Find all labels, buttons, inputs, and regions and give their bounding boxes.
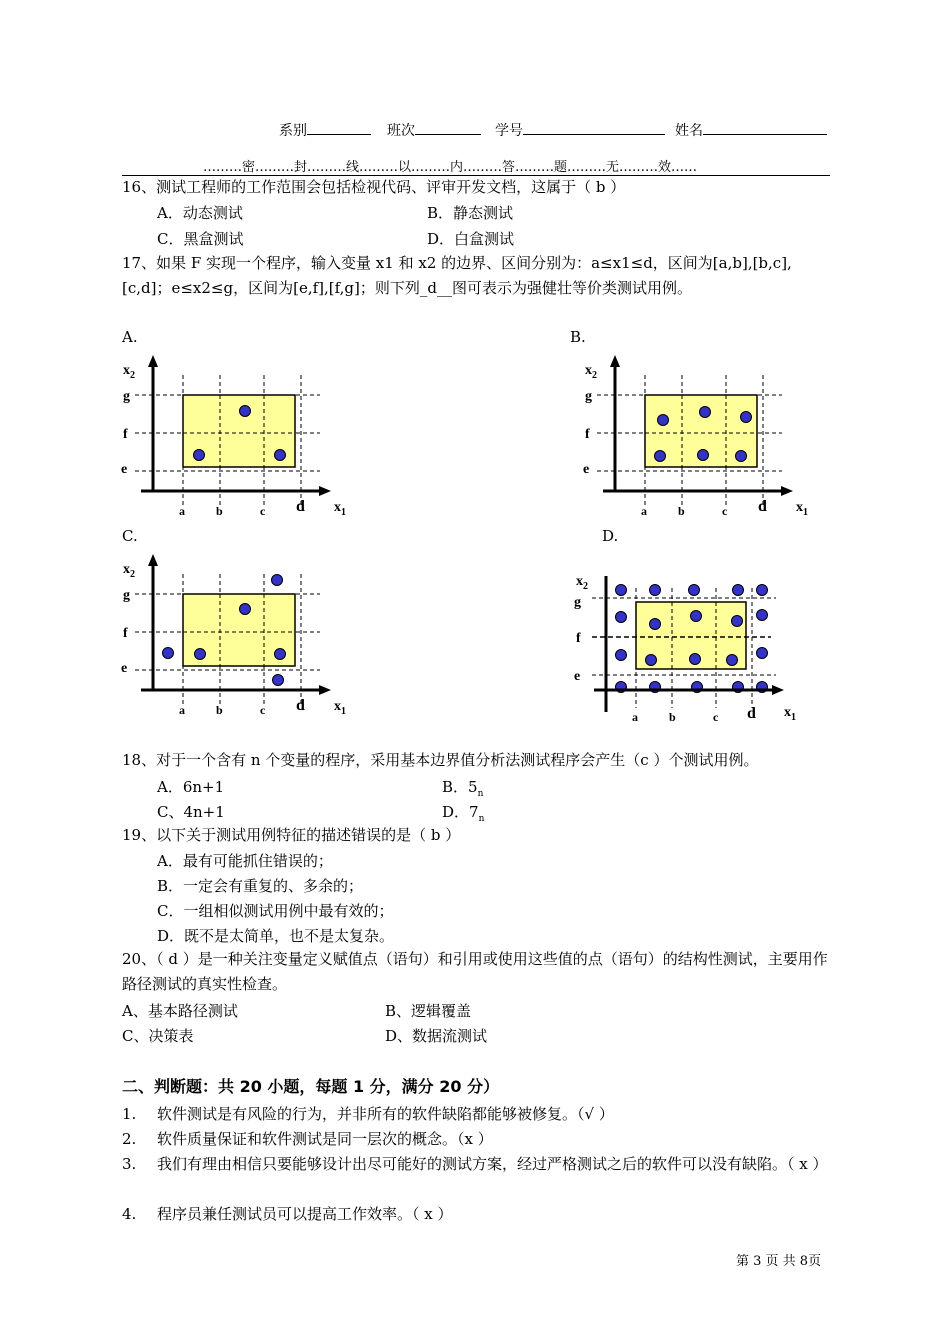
- test-point: [195, 649, 206, 660]
- tick-g: g: [123, 389, 130, 404]
- test-point: [272, 575, 283, 586]
- svg-text:g: g: [574, 595, 581, 610]
- test-point: [240, 406, 251, 417]
- svg-text:c: c: [260, 703, 266, 717]
- svg-text:x1: $x_1$: [796, 500, 808, 518]
- dept-blank: [307, 120, 371, 135]
- judge-item-2-num: 2.: [122, 1130, 137, 1148]
- student-id-label: 学号: [495, 123, 523, 139]
- test-point: [757, 610, 768, 621]
- name-field: [675, 120, 827, 140]
- q17-label-a: A.: [122, 328, 138, 346]
- svg-text:x2: $x_2$: [123, 363, 135, 381]
- svg-text:d: d: [758, 498, 767, 515]
- q16-stem: 16、测试工程师的工作范围会包括检视代码、评审开发文档，这属于（ b ）: [122, 178, 626, 196]
- test-point: [689, 585, 700, 596]
- tick-d: d: [296, 498, 305, 515]
- q18-option-b: B．$5_n$: [442, 778, 484, 799]
- q20-stem: 20、（ d ）是一种关注变量定义赋值点（语句）和引用或使用这些值的点（语句）的结构性测试，主要用作路径测试的真实性检查。: [122, 950, 828, 993]
- test-point: [700, 407, 711, 418]
- dept-field: [279, 120, 371, 140]
- judge-item-2-text: 软件质量保证和软件测试是同一层次的概念。（x ）: [157, 1130, 493, 1148]
- test-point: [727, 655, 738, 666]
- test-point: [736, 451, 747, 462]
- tick-c: c: [260, 504, 266, 518]
- page-number: 第 3 页 共 8页: [736, 1254, 822, 1269]
- test-point: [275, 450, 286, 461]
- q16-option-c: C．黑盒测试: [157, 230, 244, 248]
- q20-option-c: C、决策表: [122, 1027, 194, 1045]
- svg-text:x1: $x_1$: [784, 705, 796, 723]
- diagram-c: [115, 554, 355, 726]
- test-point: [650, 619, 661, 630]
- dept-label: 系别: [279, 123, 307, 139]
- seal-line: ………密………封………线………以………内………答………题………无………效……: [203, 160, 697, 175]
- test-point: [757, 648, 768, 659]
- name-label: 姓名: [675, 123, 703, 139]
- test-point: [646, 655, 657, 666]
- q16-option-b: B．静态测试: [427, 204, 514, 222]
- q18-option-d: D．$7_n$: [442, 803, 485, 824]
- q16-option-a: A．动态测试: [157, 204, 243, 222]
- judge-item-4-num: 4.: [122, 1205, 137, 1223]
- q19-option-a: A．最有可能抓住错误的；: [157, 852, 333, 870]
- q17-stem: 17、如果 F 实现一个程序，输入变量 x1 和 x2 的边界、区间分别为：a≤x1≤d，区间为[a,b],[b,c],[c,d]；e≤x2≤g，区间为[e,f],[f,g]；则下列_d__图可表示为强健壮等价类测试用例。: [122, 254, 792, 297]
- x-axis-label: x: [334, 500, 341, 515]
- test-point: [616, 585, 627, 596]
- student-id-field: [495, 120, 665, 140]
- y-axis-label: x: [123, 363, 130, 378]
- q19-option-b: B．一定会有重复的、多余的；: [157, 877, 364, 895]
- test-point: [757, 585, 768, 596]
- svg-text:x2: $x_2$: [123, 562, 135, 580]
- judge-item-1-text: 软件测试是有风险的行为，并非所有的软件缺陷都能够被修复。（√ ）: [157, 1105, 614, 1123]
- q16-option-d: D．白盒测试: [427, 230, 515, 248]
- test-point: [741, 412, 752, 423]
- diagram-a: [115, 355, 355, 527]
- test-point: [275, 649, 286, 660]
- svg-text:b: b: [216, 703, 223, 717]
- tick-b: b: [216, 504, 223, 518]
- svg-text:f: f: [585, 427, 590, 442]
- section-title: 二、判断题：共 20 小题，每题 1 分，满分 20 分）: [122, 1077, 500, 1096]
- test-point: [163, 648, 174, 659]
- svg-text:a: a: [179, 703, 185, 717]
- tick-f: f: [123, 427, 128, 442]
- test-point: [650, 585, 661, 596]
- class-label: 班次: [387, 123, 415, 139]
- svg-text:e: e: [583, 462, 590, 477]
- svg-text:x2: $x_2$: [576, 574, 588, 592]
- svg-text:f: f: [123, 626, 128, 641]
- svg-text:d: d: [747, 705, 756, 722]
- svg-text:x2: $x_2$: [585, 363, 597, 381]
- q20-option-b: B、逻辑覆盖: [385, 1002, 472, 1020]
- q19-option-d: D．既不是太简单，也不是太复杂。: [157, 927, 395, 945]
- svg-text:g: g: [585, 389, 592, 404]
- svg-text:g: g: [123, 588, 130, 603]
- test-point: [655, 451, 666, 462]
- tick-a: a: [179, 504, 185, 518]
- q18-stem: 18、对于一个含有 n 个变量的程序，采用基本边界值分析法测试程序会产生（c ）个测试用例。: [122, 751, 759, 769]
- judge-item-4-text: 程序员兼任测试员可以提高工作效率。（ x ）: [157, 1205, 453, 1223]
- svg-text:e: e: [121, 661, 128, 676]
- svg-text:c: c: [722, 504, 728, 518]
- q17-label-c: C.: [122, 527, 138, 545]
- test-point: [616, 650, 627, 661]
- q19-option-c: C．一组相似测试用例中最有效的；: [157, 902, 394, 920]
- q17-label-b: B.: [570, 328, 586, 346]
- test-point: [698, 450, 709, 461]
- svg-text:b: b: [678, 504, 685, 518]
- q20-option-a: A、基本路径测试: [122, 1002, 238, 1020]
- test-point: [240, 604, 251, 615]
- test-point: [691, 611, 702, 622]
- svg-text:c: c: [713, 710, 719, 724]
- q19-stem: 19、以下关于测试用例特征的描述错误的是（ b ）: [122, 826, 461, 844]
- judge-item-3-text: 我们有理由相信只要能够设计出尽可能好的测试方案，经过严格测试之后的软件可以没有缺陷。（ x ）: [157, 1155, 828, 1173]
- svg-text:x1: $x_1$: [334, 500, 346, 518]
- q20-option-d: D、数据流测试: [385, 1027, 488, 1045]
- svg-text:x1: $x_1$: [334, 699, 346, 717]
- q17-label-d: D.: [602, 527, 619, 545]
- test-point: [732, 616, 743, 627]
- diagram-d: [566, 570, 816, 730]
- svg-text:d: d: [296, 697, 305, 714]
- q18-option-a: A．6n+1: [157, 778, 225, 796]
- judge-item-3-num: 3.: [122, 1155, 137, 1173]
- test-point: [616, 612, 627, 623]
- svg-text:b: b: [669, 710, 676, 724]
- svg-text:a: a: [632, 710, 638, 724]
- svg-text:e: e: [574, 669, 581, 684]
- test-point: [194, 450, 205, 461]
- test-point: [658, 415, 669, 426]
- tick-e: e: [121, 462, 128, 477]
- svg-text:a: a: [641, 504, 647, 518]
- test-point: [690, 654, 701, 665]
- diagram-b: [577, 355, 817, 527]
- q18-option-c: C、4n+1: [157, 803, 225, 821]
- name-blank: [703, 120, 827, 135]
- test-point: [733, 585, 744, 596]
- svg-text:f: f: [576, 631, 581, 646]
- class-field: [387, 120, 481, 140]
- test-point: [273, 675, 284, 686]
- student-id-blank: [523, 120, 665, 135]
- class-blank: [415, 120, 481, 135]
- judge-item-1-num: 1.: [122, 1105, 137, 1123]
